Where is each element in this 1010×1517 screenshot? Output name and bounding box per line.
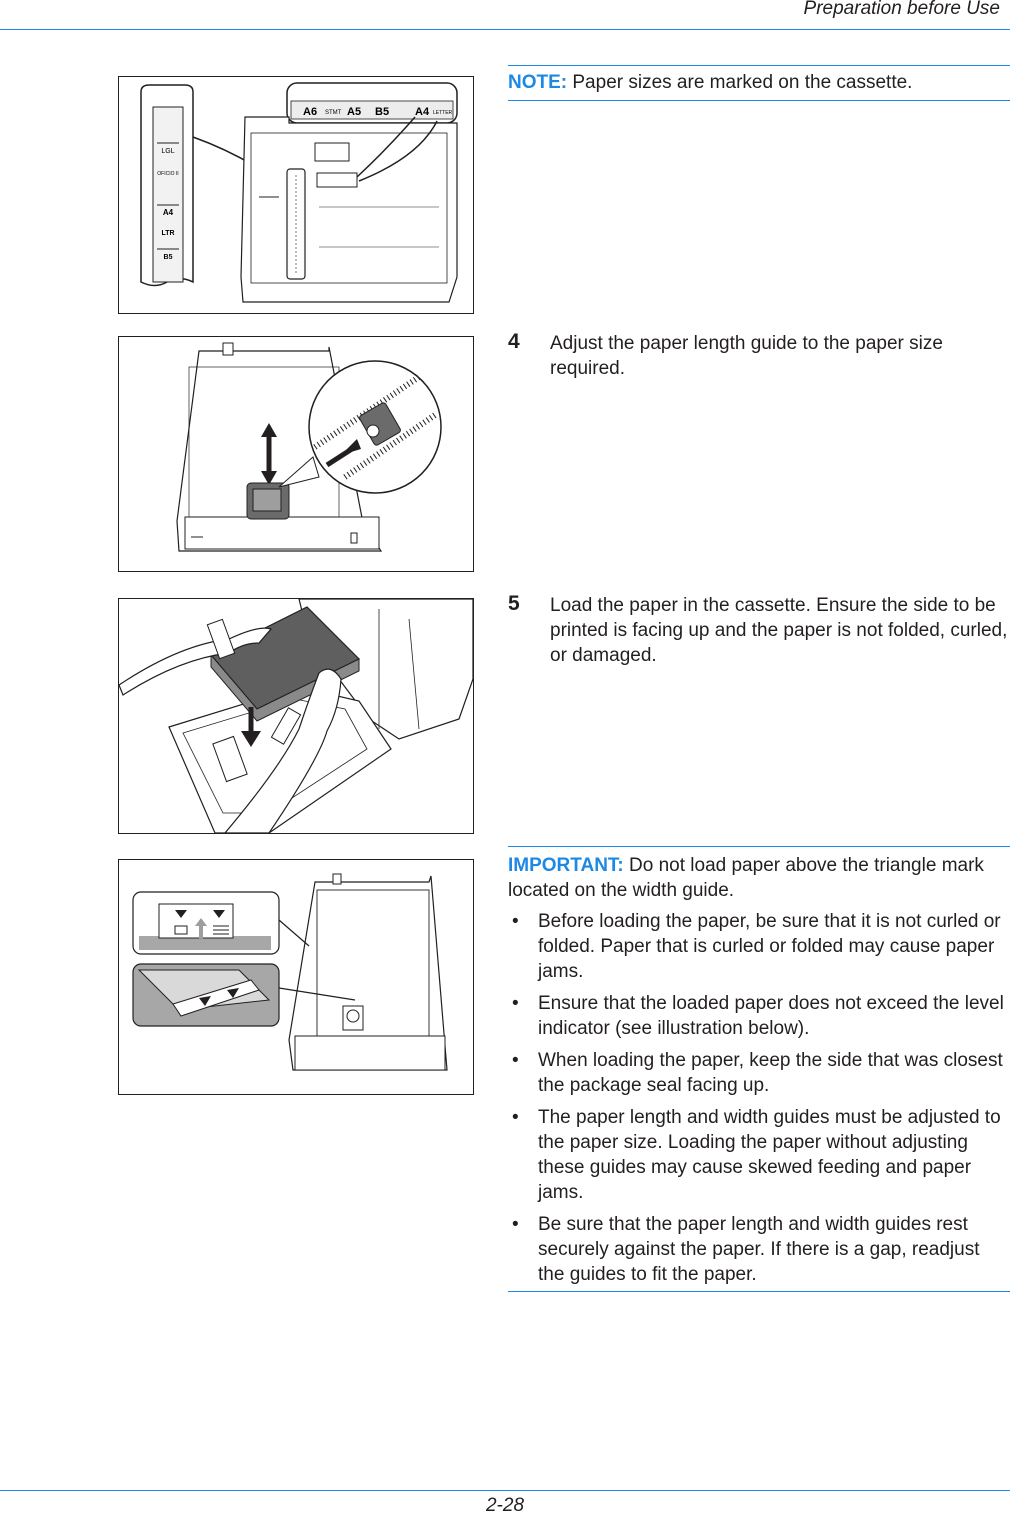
important-box [508,846,1010,1292]
important-text: Do not load paper above the triangle mark located on the width guide. [508,855,984,901]
figure-level-indicator [118,859,474,1095]
strip-label: LGL [161,148,175,155]
load-paper-illustration [119,599,473,833]
figure-load-paper [118,598,474,834]
important-bullets [508,909,1010,1287]
note-label: NOTE: [508,72,568,93]
step-text: Load the paper in the cassette. Ensure the side to be printed is facing up and the paper is not folded, curled, or damaged. [550,595,1008,666]
important-label: IMPORTANT: [508,855,624,876]
figure-adjust-length-guide [118,336,474,572]
step-number: 4 [508,330,520,353]
cassette-size-marks-illustration [119,77,473,313]
strip-label: A4 [162,208,174,217]
length-guide-illustration [119,337,473,571]
footer-rule [0,1490,1010,1491]
top-label: B5 [375,106,390,118]
bullet-item: • Ensure that the loaded paper does not exceed the level indicator (see illustration below). [512,993,1004,1039]
step-number: 5 [508,592,520,615]
step-5 [508,593,1008,668]
strip-label: B5 [163,254,173,261]
top-label: STMT [325,110,342,116]
top-label: A5 [347,106,362,118]
top-label: A6 [303,106,318,118]
page-number: 2-28 [485,1495,525,1516]
figure-cassette-size-marks [118,76,474,314]
note-text: Paper sizes are marked on the cassette. [567,72,913,93]
bullet-item: • Before loading the paper, be sure that it is not curled or folded. Paper that is curled or folded may cause paper jams. [512,911,1001,982]
top-label: A4 [415,106,430,118]
header-title: Preparation before Use [803,0,1000,19]
top-label: LETTER [433,110,453,116]
header-rule [0,29,1010,30]
step-text: Adjust the paper length guide to the paper size required. [550,333,943,379]
bullet-item: • Be sure that the paper length and width guides rest securely against the paper. If there is a gap, readjust the guides to fit the paper. [512,1214,980,1285]
level-indicator-illustration [119,860,473,1094]
bullet-item: • The paper length and width guides must be adjusted to the paper size. Loading the paper without adjusting these guides may cause skewed feeding and paper jams. [512,1107,1001,1203]
step-4 [508,331,1008,381]
strip-label: OFICIO II [157,171,179,177]
strip-label: LTR [161,230,175,237]
bullet-item: • When loading the paper, keep the side that was closest the package seal facing up. [512,1050,1003,1096]
note-box [508,65,1010,101]
